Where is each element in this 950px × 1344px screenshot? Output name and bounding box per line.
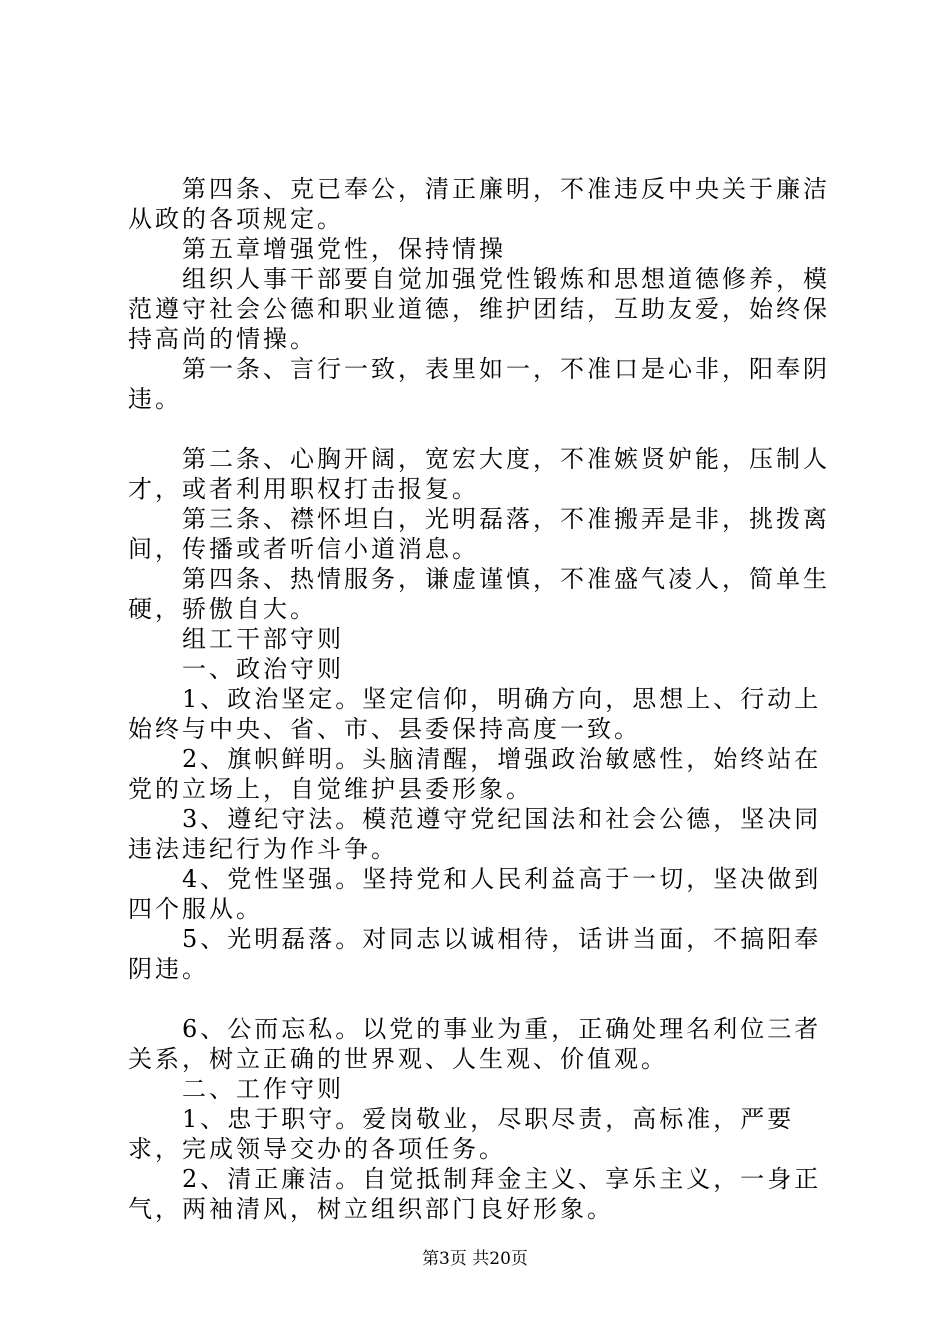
list-item-political-4: 4、党性坚强。坚持党和人民利益高于一切，坚决做到四个服从。 bbox=[128, 865, 822, 923]
list-item-political-3: 3、遵纪守法。模范遵守党纪国法和社会公德，坚决同违法违纪行为作斗争。 bbox=[128, 805, 822, 863]
list-item-political-5: 5、光明磊落。对同志以诚相待，话讲当面，不搞阳奉阴违。 bbox=[128, 925, 822, 983]
section-heading-staff-rules: 组工干部守则 bbox=[182, 625, 344, 653]
paragraph-gap bbox=[128, 414, 848, 444]
list-item-political-6: 6、公而忘私。以党的事业为重，正确处理名利位三者关系，树立正确的世界观、人生观、价值观。 bbox=[128, 1015, 822, 1073]
paragraph-article-2-openness: 第二条、心胸开阔，宽宏大度，不准嫉贤妒能，压制人才，或者利用职权打击报复。 bbox=[128, 445, 830, 503]
paragraph-article-3-frankness: 第三条、襟怀坦白，光明磊落，不准搬弄是非，挑拨离间，传播或者听信小道消息。 bbox=[128, 505, 830, 563]
chapter-5-heading: 第五章增强党性，保持情操 bbox=[182, 235, 506, 263]
document-body bbox=[128, 174, 848, 1224]
paragraph-chapter-5-intro: 组织人事干部要自觉加强党性锻炼和思想道德修养，模范遵守社会公德和职业道德，维护团结，互助友爱，始终保持高尚的情操。 bbox=[128, 265, 830, 353]
section-heading-political-rules: 一、政治守则 bbox=[182, 655, 344, 683]
list-item-political-2: 2、旗帜鲜明。头脑清醒，增强政治敏感性，始终站在党的立场上，自觉维护县委形象。 bbox=[128, 745, 822, 803]
list-item-political-1: 1、政治坚定。坚定信仰，明确方向，思想上、行动上始终与中央、省、市、县委保持高度一致。 bbox=[128, 685, 822, 743]
section-heading-work-rules: 二、工作守则 bbox=[182, 1075, 344, 1103]
list-item-work-1: 1、忠于职守。爱岗敬业，尽职尽责，高标准，严要求，完成领导交办的各项任务。 bbox=[128, 1105, 795, 1163]
paragraph-article-4-service: 第四条、热情服务，谦虚谨慎，不准盛气凌人，简单生硬，骄傲自大。 bbox=[128, 565, 830, 623]
paragraph-gap bbox=[128, 984, 848, 1014]
paragraph-article-4-integrity: 第四条、克已奉公，清正廉明，不准违反中央关于廉洁从政的各项规定。 bbox=[128, 175, 830, 233]
list-item-work-2: 2、清正廉洁。自觉抵制拜金主义、享乐主义，一身正气，两袖清风，树立组织部门良好形象。 bbox=[128, 1165, 822, 1223]
paragraph-article-1-consistency: 第一条、言行一致，表里如一，不准口是心非，阳奉阴违。 bbox=[128, 355, 830, 413]
page-number-footer: 第3页 共20页 bbox=[422, 1249, 528, 1269]
